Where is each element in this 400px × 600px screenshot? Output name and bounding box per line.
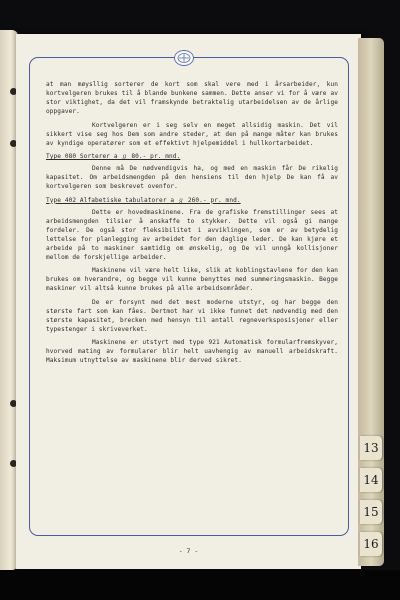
paragraph: Maskinene er utstyrt med type 921 Automatisk formularfremskyver, hvorved mating av formularer blir helt uavhengig av manuell arbeidskraft. Maksimum utnyttelse av maskinene blir derved sikret. bbox=[46, 339, 338, 364]
paragraph: at man møysllig sorterer de kort som skal vere med i årsarbeider, kun kortvelgeren brukes til å blande bunkene sammen. Dette anser vi for å være av stor viktighet, da det vil framskynde betraktelig utarbeidelsen av de årlige oppgaver. bbox=[46, 81, 338, 115]
section-heading: Type 080 Sorterer a ℊ 80.- pr. mnd. bbox=[46, 153, 181, 160]
paragraph: De er forsynt med det mest moderne utstyr, og har begge den største fart som kan fåes. Dertmot har vi ikke funnet det nødvendig med den største kapasitet, brecken med hensyn til antall regneverksposisjoner eller typestenger i skriveverket. bbox=[46, 298, 338, 333]
index-tab[interactable]: 14 bbox=[360, 468, 382, 492]
document-page bbox=[16, 34, 361, 569]
page-number: - 7 - bbox=[178, 547, 199, 555]
section-heading: Type 402 Alfabetiske tabulatorer a ℊ 260.- pr. mnd. bbox=[46, 196, 241, 204]
body-text bbox=[46, 80, 338, 370]
paragraph: Denne må De nødvendigvis ha, og med en maskin får De rikelig kapasitet. Om arbeidsmengden på den hensiens til den hjelp De kan få av kortvelgeren som beskrevet ovenfor. bbox=[46, 165, 338, 190]
paragraph: Dette er hovedmaskinene. Fra de grafiske fremstillinger sees at arbeidsmengden tilsier å anskaffe to stykker. Dette vil også gi mange fordeler. De også stor fleksibilitet i avviklingen, som er av betydelig lettelse for planlegging av arbeidet for den daglige leder. De kan kjøre et arbeide på to maskiner samtidig om ønskelig, og De vil unngå kollisjoner mellom de forskjellige arbeider. bbox=[46, 208, 338, 261]
background-surface bbox=[0, 570, 400, 600]
paragraph: Maskinene vil være helt like, slik at koblingstavlene for den kan brukes om hverandre, og begge vil kunne benyttes med summeringsmaskin. Begge maskiner vil altså kunne brukes på alle arbeidsområder. bbox=[46, 267, 338, 292]
company-emblem-icon bbox=[174, 50, 194, 66]
index-tab[interactable]: 16 bbox=[360, 532, 382, 556]
index-tab[interactable]: 15 bbox=[360, 500, 382, 524]
paragraph: Kortvelgeren er i seg selv en meget allsidig maskin. Det vil sikkert vise seg hos Dem som andre steder, at den på mange måter kan brukes av kyndige operatører som et effektivt hjelpemiddel i hullkortarbeidet. bbox=[46, 121, 338, 147]
index-tab[interactable]: 13 bbox=[360, 436, 382, 460]
